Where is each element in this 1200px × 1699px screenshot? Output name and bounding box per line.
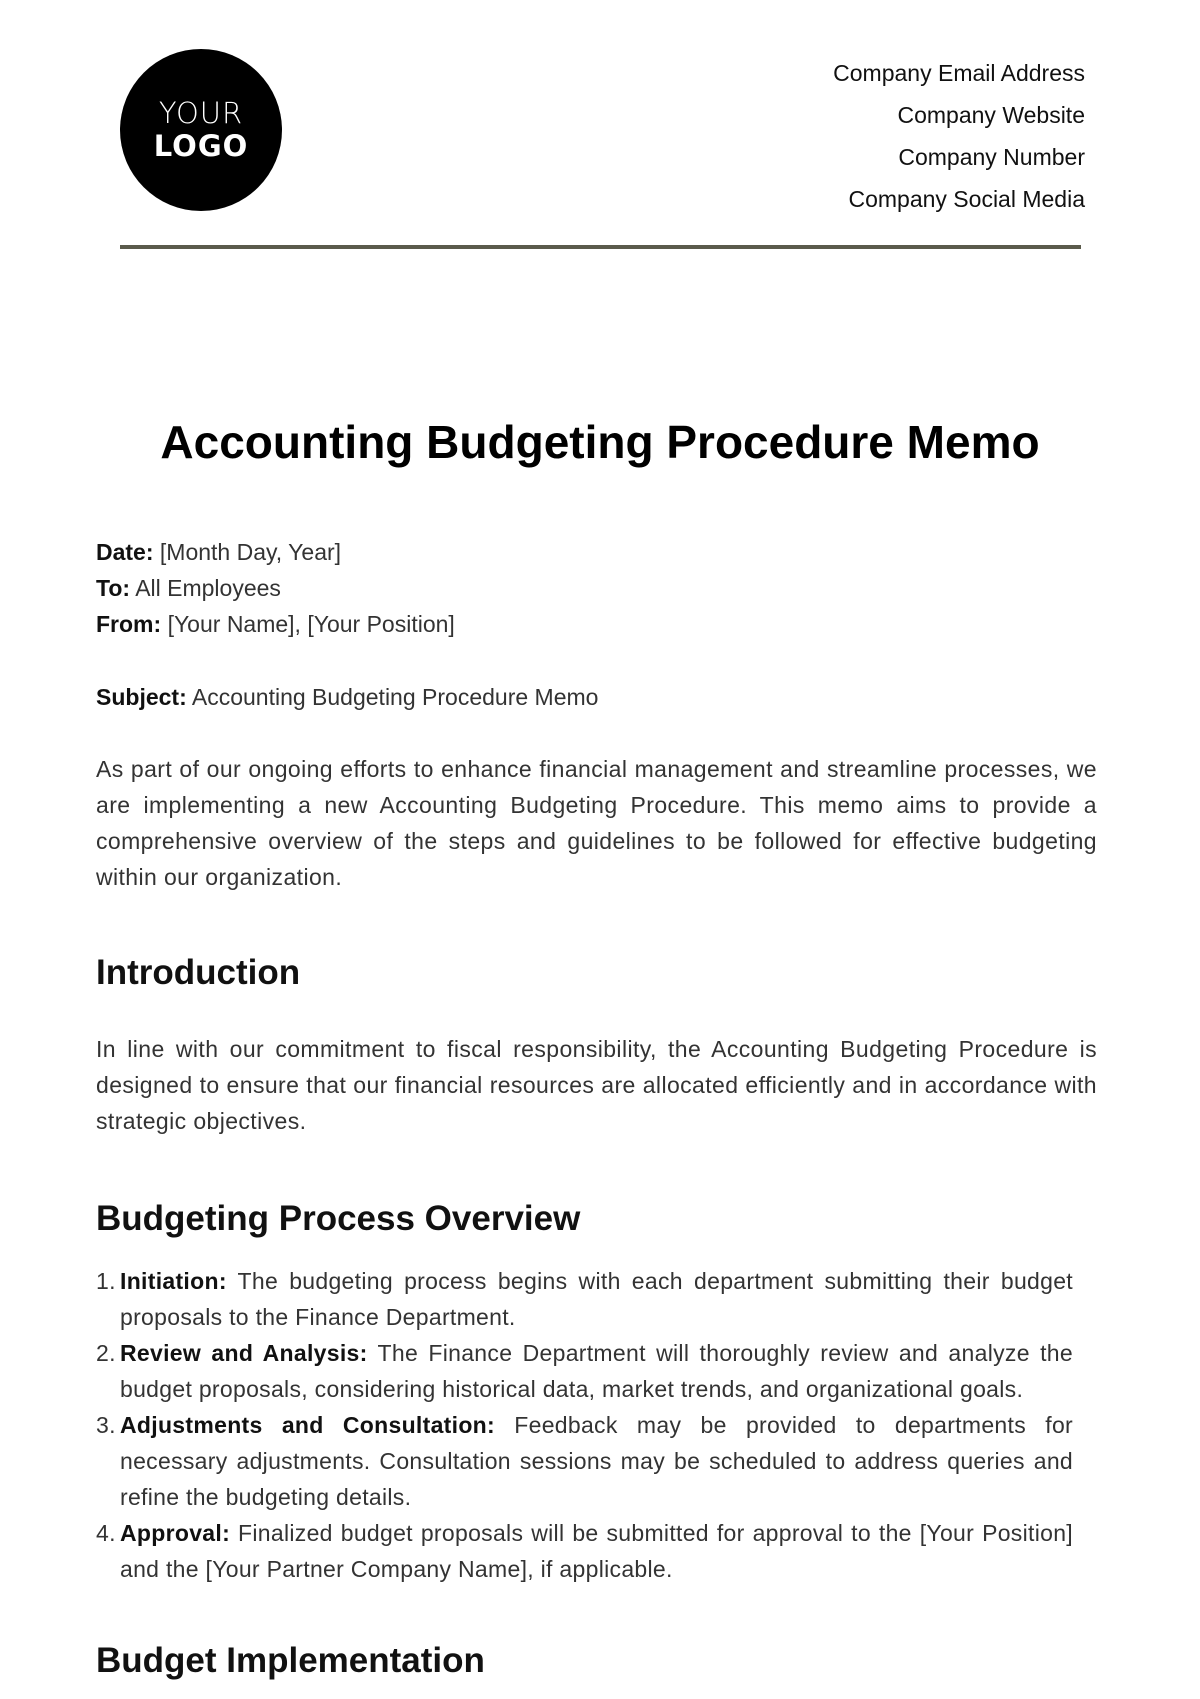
process-steps-list <box>96 1263 1073 1587</box>
introduction-paragraph: In line with our commitment to fiscal responsibility, the Accounting Budgeting Procedure is designed to ensure that our financial resources are allocated efficiently and in accordance with strategic objectives. <box>96 1036 1097 1134</box>
memo-body <box>96 534 1097 1683</box>
budget-implementation-heading: Budget Implementation <box>96 1641 485 1680</box>
subject-label: Subject: <box>96 684 187 710</box>
from-label: From: <box>96 611 162 637</box>
step-label: Approval: <box>120 1520 231 1546</box>
company-social-media: Company Social Media <box>848 186 1085 212</box>
memo-subject <box>96 679 1097 715</box>
header-divider <box>120 245 1081 249</box>
memo-from <box>96 606 1097 642</box>
step-text: Feedback may be provided to departments for necessary adjustments. Consultation sessions may be scheduled to address queries and refine the budgeting details. <box>120 1412 1073 1510</box>
step-label: Adjustments and Consultation: <box>120 1412 495 1438</box>
process-overview-heading: Budgeting Process Overview <box>96 1199 581 1238</box>
logo-text-line1: YOUR <box>158 96 244 130</box>
step-number: 1. <box>96 1268 116 1294</box>
company-email: Company Email Address <box>833 60 1085 86</box>
to-value: All Employees <box>135 575 281 601</box>
subject-value: Accounting Budgeting Procedure Memo <box>191 684 599 710</box>
from-value: [Your Name], [Your Position] <box>167 611 455 637</box>
step-number: 3. <box>96 1412 116 1438</box>
opening-paragraph: As part of our ongoing efforts to enhance financial management and streamline processes, we are implementing a new Accounting Budgeting Procedure. This memo aims to provide a comprehensive overview of the steps and guidelines to be followed for effective budgeting within our organization. <box>96 756 1097 890</box>
memo-date <box>96 534 1097 570</box>
date-label: Date: <box>96 539 154 565</box>
company-website: Company Website <box>897 102 1085 128</box>
logo-text-line2: LOGO <box>153 129 249 163</box>
date-value: [Month Day, Year] <box>159 539 342 565</box>
step-text: The Finance Department will thoroughly review and analyze the budget proposals, considering historical data, market trends, and organizational goals. <box>120 1340 1073 1402</box>
step-text: Finalized budget proposals will be submitted for approval to the [Your Position] and the [Your Partner Company Name], if applicable. <box>120 1520 1073 1582</box>
step-label: Review and Analysis: <box>120 1340 368 1366</box>
company-number: Company Number <box>898 144 1085 170</box>
step-text: The budgeting process begins with each department submitting their budget proposals to the Finance Department. <box>120 1268 1073 1330</box>
introduction-heading: Introduction <box>96 953 301 992</box>
list-item <box>96 1407 1073 1515</box>
document-title: Accounting Budgeting Procedure Memo <box>160 416 1040 468</box>
step-label: Initiation: <box>120 1268 227 1294</box>
list-item <box>96 1515 1073 1587</box>
memo-to <box>96 570 1097 606</box>
to-label: To: <box>96 575 131 601</box>
step-number: 4. <box>96 1520 116 1546</box>
company-contact-block <box>833 52 1085 220</box>
step-number: 2. <box>96 1340 116 1366</box>
company-logo <box>120 49 282 211</box>
list-item <box>96 1263 1073 1335</box>
list-item <box>96 1335 1073 1407</box>
